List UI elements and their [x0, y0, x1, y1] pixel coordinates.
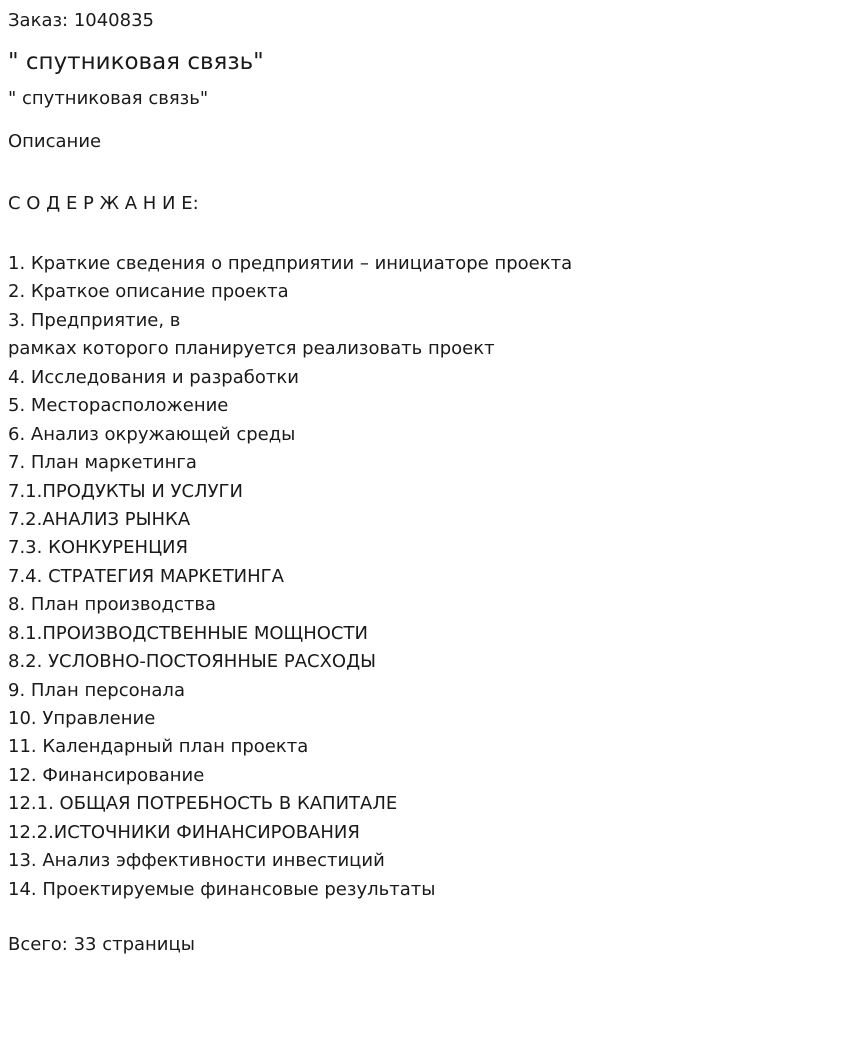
contents-heading: С О Д Е Р Ж А Н И Е:: [8, 193, 199, 214]
page-title: " спутниковая связь": [8, 49, 264, 75]
toc-item: 10. Управление: [8, 708, 156, 729]
order-number: Заказ: 1040835: [8, 10, 154, 31]
toc-item: 7.1.ПРОДУКТЫ И УСЛУГИ: [8, 480, 243, 502]
toc-item: 8.1.ПРОИЗВОДСТВЕННЫЕ МОЩНОСТИ: [8, 622, 368, 644]
toc-item: 8.2. УСЛОВНО-ПОСТОЯННЫЕ РАСХОДЫ: [8, 651, 377, 673]
toc-item: 11. Календарный план проекта: [8, 736, 309, 758]
toc-item: 14. Проектируемые финансовые результаты: [8, 878, 436, 900]
toc-item: 7. План маркетинга: [8, 452, 197, 474]
toc-item: 1. Краткие сведения о предприятии – инициаторе проекта: [8, 253, 573, 274]
toc-item: 7.2.АНАЛИЗ РЫНКА: [8, 508, 191, 530]
page-subtitle: " спутниковая связь": [8, 88, 209, 109]
toc-item: рамках которого планируется реализовать проект: [8, 338, 495, 360]
toc-item: 12.1. ОБЩАЯ ПОТРЕБНОСТЬ В КАПИТАЛЕ: [8, 793, 398, 815]
toc-item: 4. Исследования и разработки: [8, 366, 299, 388]
description-heading: Описание: [8, 131, 102, 152]
toc-item: 6. Анализ окружающей среды: [8, 423, 296, 445]
toc-item: 3. Предприятие, в: [8, 309, 181, 331]
toc-item: 12. Финансирование: [8, 764, 205, 786]
total-pages: Всего: 33 страницы: [8, 934, 195, 955]
toc-item: 7.3. КОНКУРЕНЦИЯ: [8, 537, 189, 559]
table-of-contents: [8, 250, 572, 904]
toc-item: 7.4. СТРАТЕГИЯ МАРКЕТИНГА: [8, 565, 284, 587]
toc-item: 13. Анализ эффективности инвестиций: [8, 850, 385, 872]
toc-item: 12.2.ИСТОЧНИКИ ФИНАНСИРОВАНИЯ: [8, 821, 360, 843]
toc-item: 9. План персонала: [8, 679, 185, 701]
toc-item: 5. Месторасположение: [8, 395, 229, 417]
toc-item: 2. Краткое описание проекта: [8, 281, 289, 303]
toc-item: 8. План производства: [8, 594, 217, 616]
